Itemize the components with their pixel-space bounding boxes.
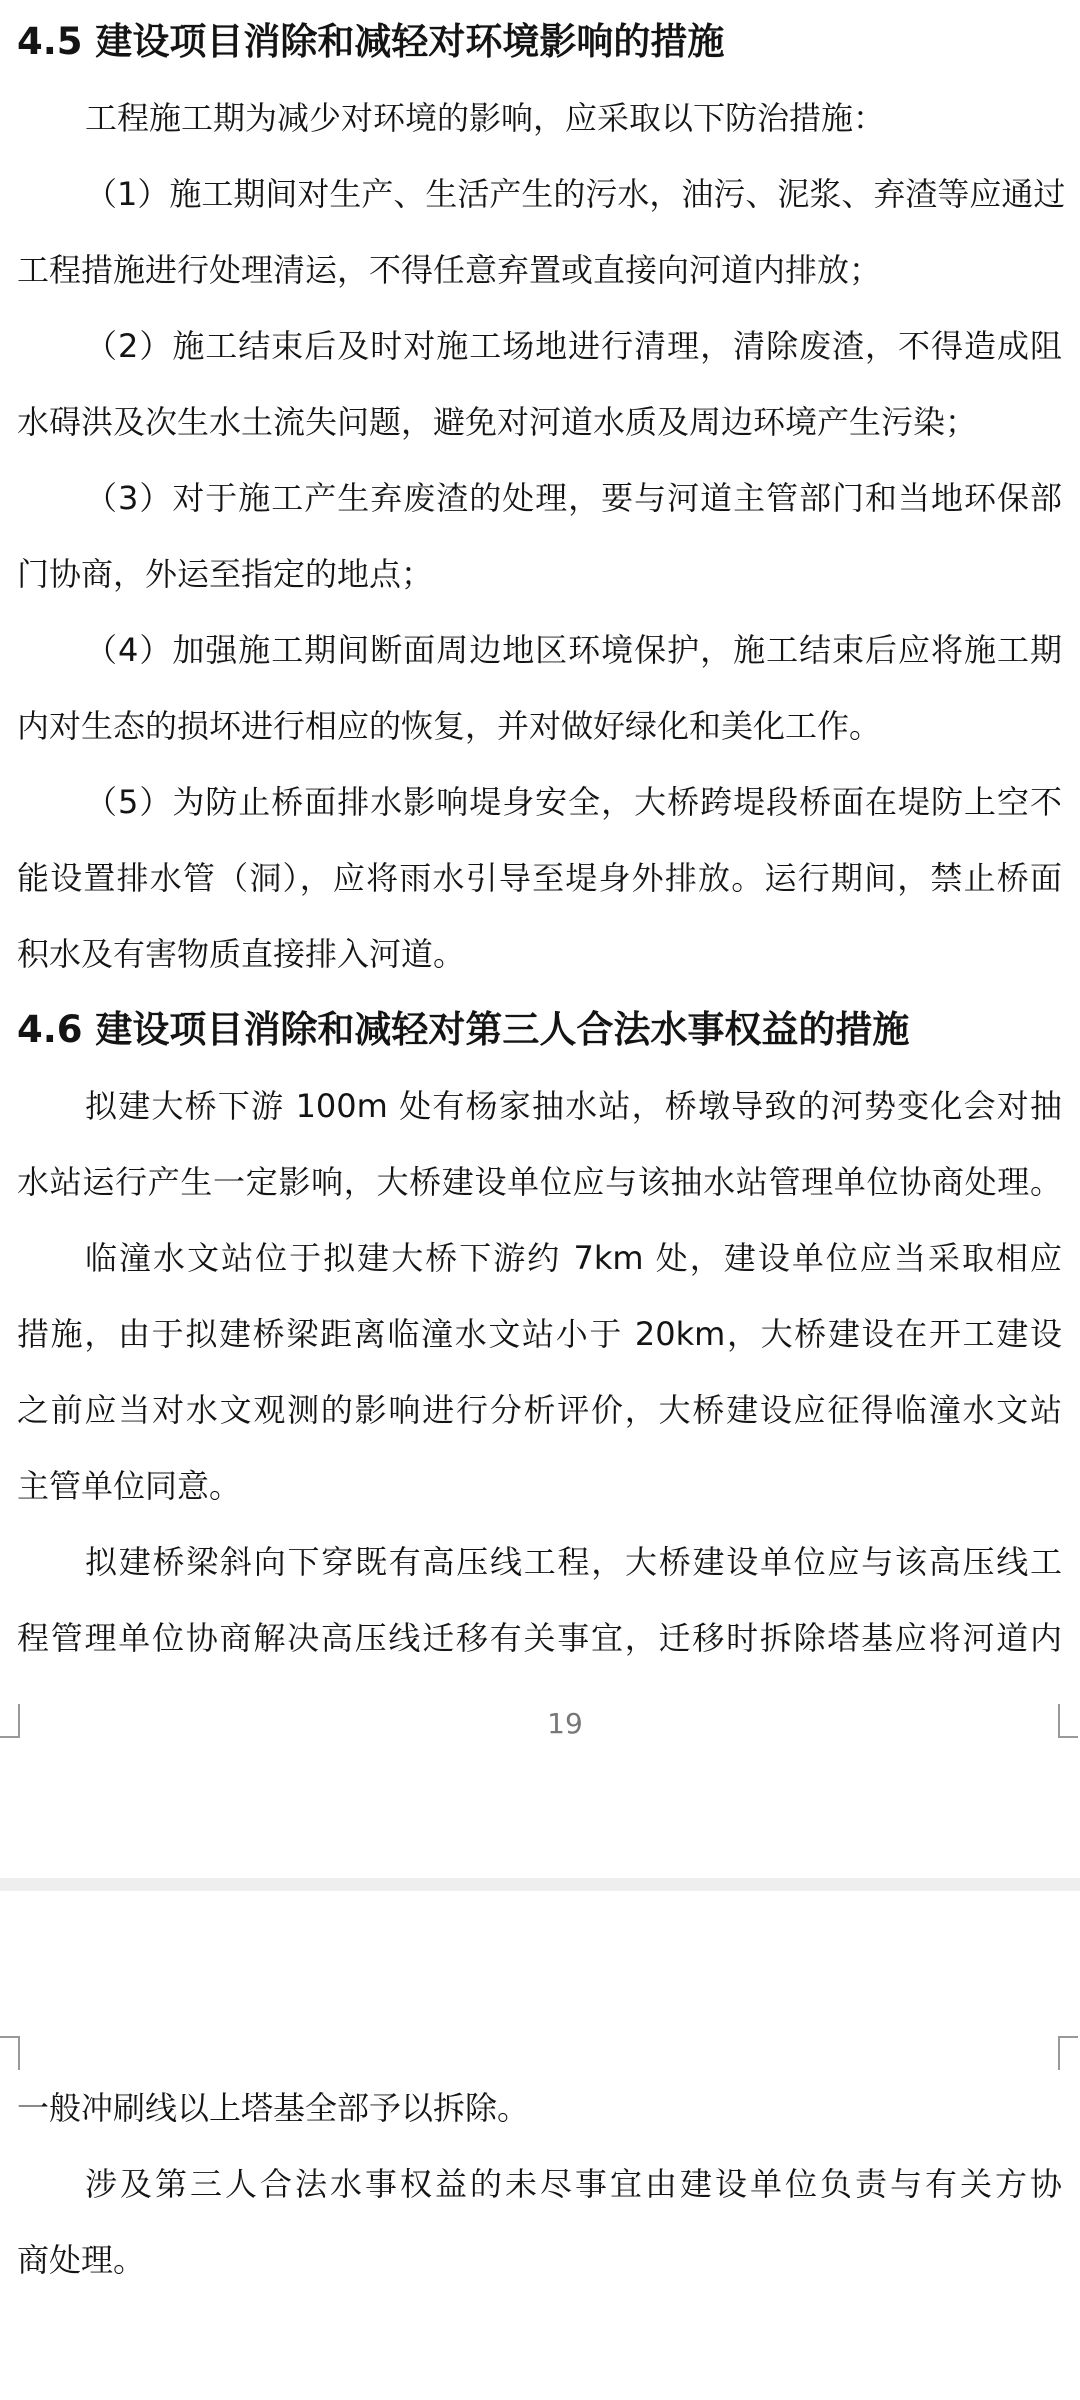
paragraph-measure-1-line-1: （1）施工期间对生产、生活产生的污水，油污、泥浆、弃渣等应通过 — [85, 175, 1066, 213]
paragraph-measure-3-line-1: （3）对于施工产生弃废渣的处理，要与河道主管部门和当地环保部 — [85, 479, 1062, 517]
paragraph-measure-4-line-1: （4）加强施工期间断面周边地区环境保护，施工结束后应将施工期 — [85, 631, 1062, 669]
paragraph-measure-1-line-2: 工程措施进行处理清运，不得任意弃置或直接向河道内排放； — [17, 251, 882, 289]
paragraph-power-line-line-2: 程管理单位协商解决高压线迁移有关事宜，迁移时拆除塔基应将河道内 — [17, 1619, 1062, 1657]
paragraph-power-line-line-1: 拟建桥梁斜向下穿既有高压线工程，大桥建设单位应与该高压线工 — [85, 1543, 1062, 1581]
page-number: 19 — [547, 1707, 583, 1740]
paragraph-measure-5-line-3: 积水及有害物质直接排入河道。 — [17, 935, 466, 973]
paragraph-hydrology-station-line-3: 之前应当对水文观测的影响进行分析评价，大桥建设应征得临潼水文站 — [17, 1391, 1062, 1429]
section-heading-4-5: 4.5 建设项目消除和减轻对环境影响的措施 — [17, 20, 725, 63]
paragraph-third-party-line-1: 涉及第三人合法水事权益的未尽事宜由建设单位负责与有关方协 — [85, 2165, 1062, 2203]
paragraph-hydrology-station-line-4: 主管单位同意。 — [17, 1467, 242, 1505]
paragraph-pump-station-line-2: 水站运行产生一定影响，大桥建设单位应与该抽水站管理单位协商处理。 — [17, 1163, 1062, 1201]
section-heading-4-6: 4.6 建设项目消除和减轻对第三人合法水事权益的措施 — [17, 1008, 910, 1051]
paragraph-measure-2-line-2: 水碍洪及次生水土流失问题，避免对河道水质及周边环境产生污染； — [17, 403, 978, 441]
next-page-continuation-line: 一般冲刷线以上塔基全部予以拆除。 — [17, 2089, 530, 2127]
page-corner-mark-top-left — [0, 2036, 20, 2070]
paragraph-pump-station-line-1: 拟建大桥下游 100m 处有杨家抽水站，桥墩导致的河势变化会对抽 — [85, 1087, 1062, 1125]
paragraph-hydrology-station-line-2: 措施，由于拟建桥梁距离临潼水文站小于 20km，大桥建设在开工建设 — [17, 1315, 1062, 1353]
paragraph-measure-2-line-1: （2）施工结束后及时对施工场地进行清理，清除废渣，不得造成阻 — [85, 327, 1062, 365]
paragraph-measure-3-line-2: 门协商，外运至指定的地点； — [17, 555, 434, 593]
paragraph-intro: 工程施工期为减少对环境的影响，应采取以下防治措施： — [85, 99, 886, 137]
page-corner-mark-top-right — [1058, 2036, 1078, 2070]
paragraph-measure-4-line-2: 内对生态的损坏进行相应的恢复，并对做好绿化和美化工作。 — [17, 707, 882, 745]
paragraph-measure-5-line-1: （5）为防止桥面排水影响堤身安全，大桥跨堤段桥面在堤防上空不 — [85, 783, 1062, 821]
page-break-gap — [0, 1878, 1080, 1891]
paragraph-hydrology-station-line-1: 临潼水文站位于拟建大桥下游约 7km 处，建设单位应当采取相应 — [85, 1239, 1062, 1277]
paragraph-third-party-line-2: 商处理。 — [17, 2241, 146, 2279]
paragraph-measure-5-line-2: 能设置排水管（洞），应将雨水引导至堤身外排放。运行期间，禁止桥面 — [17, 859, 1062, 897]
